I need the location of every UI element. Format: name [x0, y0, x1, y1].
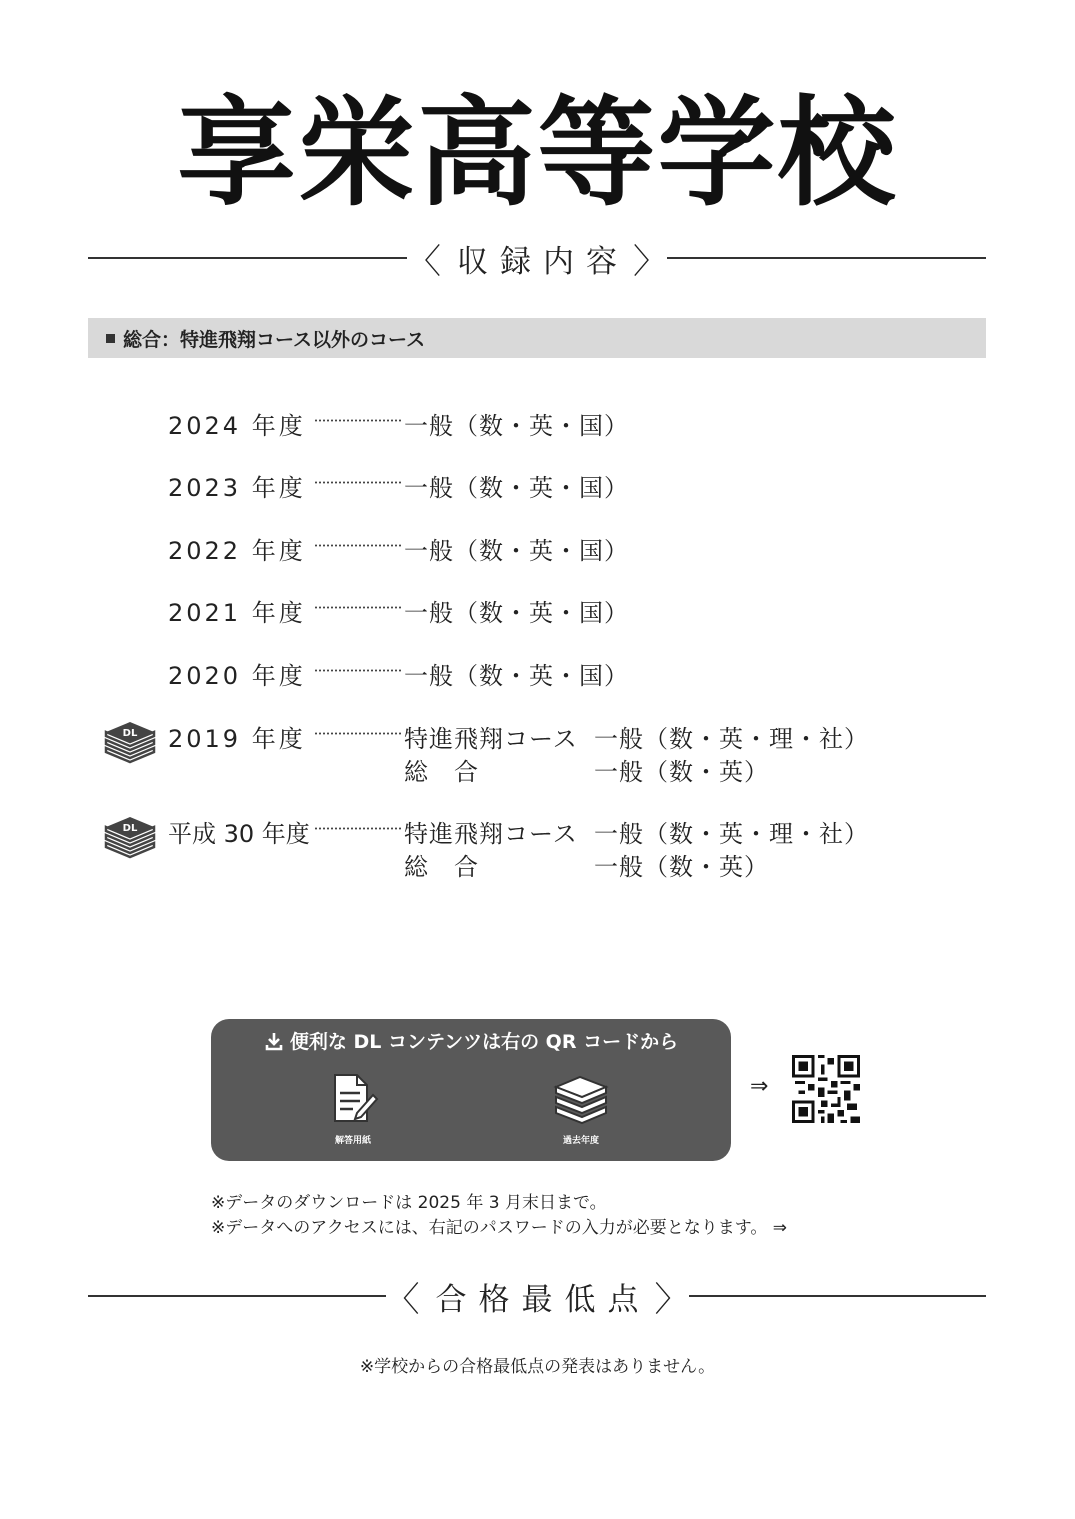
- exam-content: 一般（数・英）: [594, 853, 769, 881]
- exam-content: 一般（数・英・国）: [404, 599, 629, 627]
- dl-item-caption: 解答用紙: [334, 1136, 371, 1146]
- score-heading: [88, 1274, 986, 1318]
- score-heading-text: 合格最低点: [435, 1281, 651, 1318]
- dl-icon-label: DL: [122, 823, 138, 834]
- books-icon: [552, 1071, 610, 1127]
- arrow-to-qr: ⇒: [750, 1074, 769, 1099]
- divider-right: [689, 1295, 987, 1297]
- divider-right: [667, 257, 986, 259]
- note-password: ※データへのアクセスには、右記のパスワードの入力が必要となります。 ⇒: [211, 1218, 788, 1238]
- dl-item-past-years: [521, 1071, 641, 1146]
- section-bar: [88, 318, 986, 358]
- dl-books-icon: [100, 718, 158, 768]
- answer-sheet-icon: [327, 1071, 379, 1127]
- divider-left: [88, 1295, 386, 1297]
- school-title: 享栄高等学校: [177, 84, 898, 222]
- bracket-left: 〈: [385, 1279, 420, 1320]
- contents-heading-text: 収録内容: [457, 243, 629, 280]
- leader-dots: [314, 544, 402, 547]
- bracket-left: 〈: [407, 241, 441, 282]
- leader-dots: [314, 419, 402, 422]
- year-label: 2024 年度: [168, 412, 306, 440]
- year-label: 2021 年度: [168, 599, 306, 627]
- year-label: 2020 年度: [168, 662, 306, 690]
- score-note: ※学校からの合格最低点の発表はありません。: [359, 1357, 716, 1377]
- note-download-deadline: ※データのダウンロードは 2025 年 3 月末日まで。: [211, 1193, 607, 1213]
- bracket-right: 〉: [633, 241, 667, 282]
- square-bullet-icon: [106, 334, 115, 343]
- year-label: 平成 30 年度: [168, 820, 310, 848]
- contents-heading: [88, 236, 986, 280]
- divider-left: [88, 257, 407, 259]
- bracket-right: 〉: [654, 1279, 689, 1320]
- year-label: 2019 年度: [168, 725, 306, 753]
- dl-box-title-text: 便利な DL コンテンツは右の QR コードから: [289, 1031, 679, 1053]
- exam-content: 一般（数・英・理・社）: [594, 725, 869, 753]
- dl-box-title: [211, 1027, 731, 1054]
- course-name: 特進飛翔コース: [404, 820, 578, 848]
- course-name: 総 合: [404, 758, 479, 786]
- dl-icon-label: DL: [122, 728, 138, 739]
- dl-books-icon: [100, 813, 158, 863]
- year-label: 2022 年度: [168, 537, 306, 565]
- exam-content: 一般（数・英・国）: [404, 662, 629, 690]
- exam-content: 一般（数・英・理・社）: [594, 820, 869, 848]
- leader-dots: [314, 827, 402, 830]
- exam-content: 一般（数・英・国）: [404, 474, 629, 502]
- course-name: 総 合: [404, 853, 479, 881]
- dl-content-box: [211, 1019, 731, 1161]
- leader-dots: [314, 481, 402, 484]
- dl-item-answer-sheet: [293, 1071, 413, 1146]
- exam-content: 一般（数・英・国）: [404, 537, 629, 565]
- course-name: 特進飛翔コース: [404, 725, 578, 753]
- exam-content: 一般（数・英・国）: [404, 412, 629, 440]
- qr-code[interactable]: [792, 1055, 860, 1123]
- year-label: 2023 年度: [168, 474, 306, 502]
- leader-dots: [314, 669, 402, 672]
- download-icon: [264, 1031, 284, 1051]
- exam-content: 一般（数・英）: [594, 758, 769, 786]
- leader-dots: [314, 732, 402, 735]
- leader-dots: [314, 606, 402, 609]
- section-label: 総合：特進飛翔コース以外のコース: [123, 328, 426, 351]
- dl-item-caption: 過去年度: [562, 1136, 599, 1146]
